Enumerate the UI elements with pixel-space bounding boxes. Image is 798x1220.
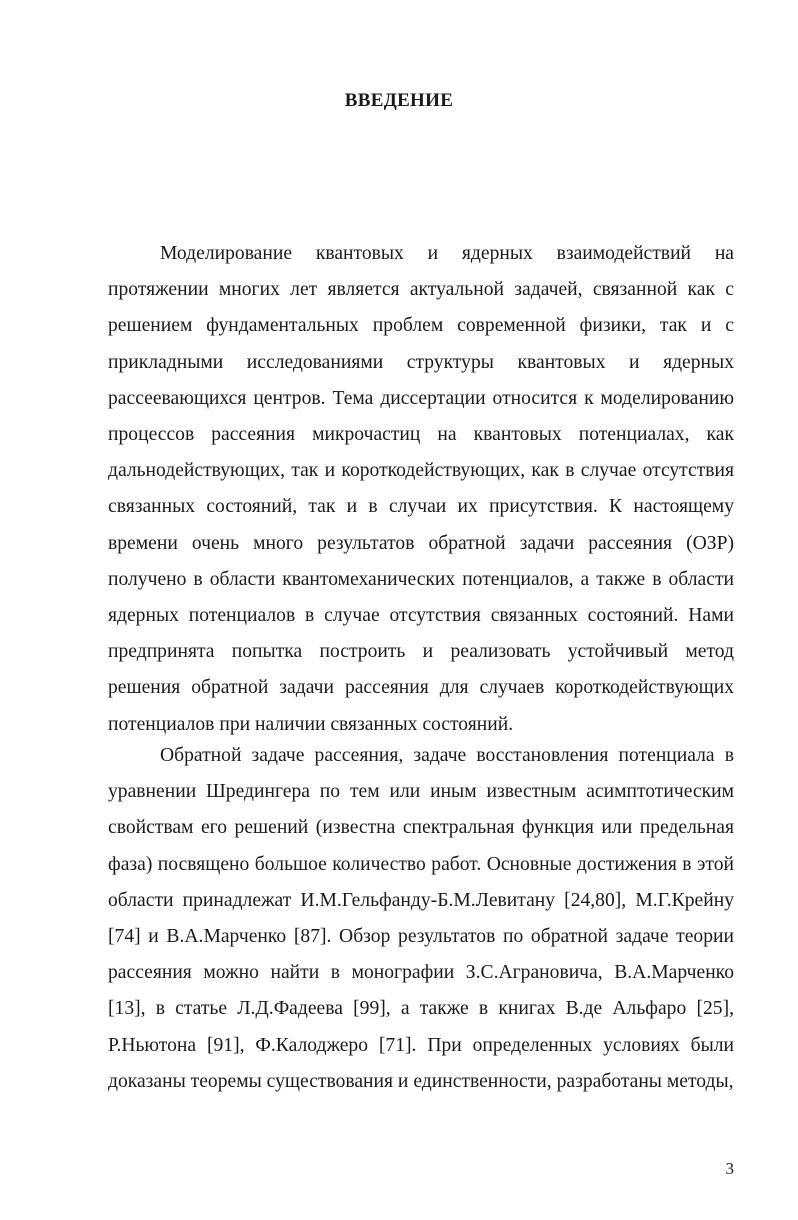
paragraph-text: Моделирование квантовых и ядерных взаимодействий на протяжении многих лет является актуальной задачей, связанной как с решением фундаментальных проблем современной физики, так и с прикладными исследованиями структуры квантовых и ядерных рассеевающихся центров. Тема диссертации относится к моделированию процессов рассеяния микрочастиц на квантовых потенциалах, как дальнодействующих, так и короткодействующих, как в случае отсутствия связанных состояний, так и в случаи их присутствия. К настоящему времени очень много результатов обратной задачи рассеяния (ОЗР) получено в области квантомеханических потенциалов, а также в области ядерных потенциалов в случае отсутствия связанных состояний. Нами предпринята попытка построить и реализовать устойчивый метод решения обратной задачи рассеяния для случаев короткодействующих потенциалов при наличии связанных состояний. bbox=[108, 243, 734, 735]
page-number: 3 bbox=[725, 1159, 734, 1178]
paragraph-text: Обратной задаче рассеяния, задаче восстановления потенциала в уравнении Шредингера по тем или иным известным асимптотическим свойствам его решений (известна спектральная функция или предельная фаза) посвящено большое количество работ. Основные достижения в этой области принадлежат И.М.Гельфанду-Б.М.Левитану [24,80], М.Г.Крейну [74] и В.А.Марченко [87]. Обзор результатов по обратной задаче теории рассеяния можно найти в монографии З.С.Аграновича, В.А.Марченко [13], в статье Л.Д.Фадеева [99], а также в книгах В.де Альфаро [25], Р.Ньютона [91], Ф.Калоджеро [71]. При определенных условиях были доказаны теоремы существования и единственности, разработаны методы, bbox=[108, 745, 734, 1092]
body-paragraph-1 bbox=[108, 236, 734, 743]
body-paragraph-2 bbox=[108, 738, 734, 1100]
page-title: ВВЕДЕНИЕ bbox=[344, 90, 454, 111]
